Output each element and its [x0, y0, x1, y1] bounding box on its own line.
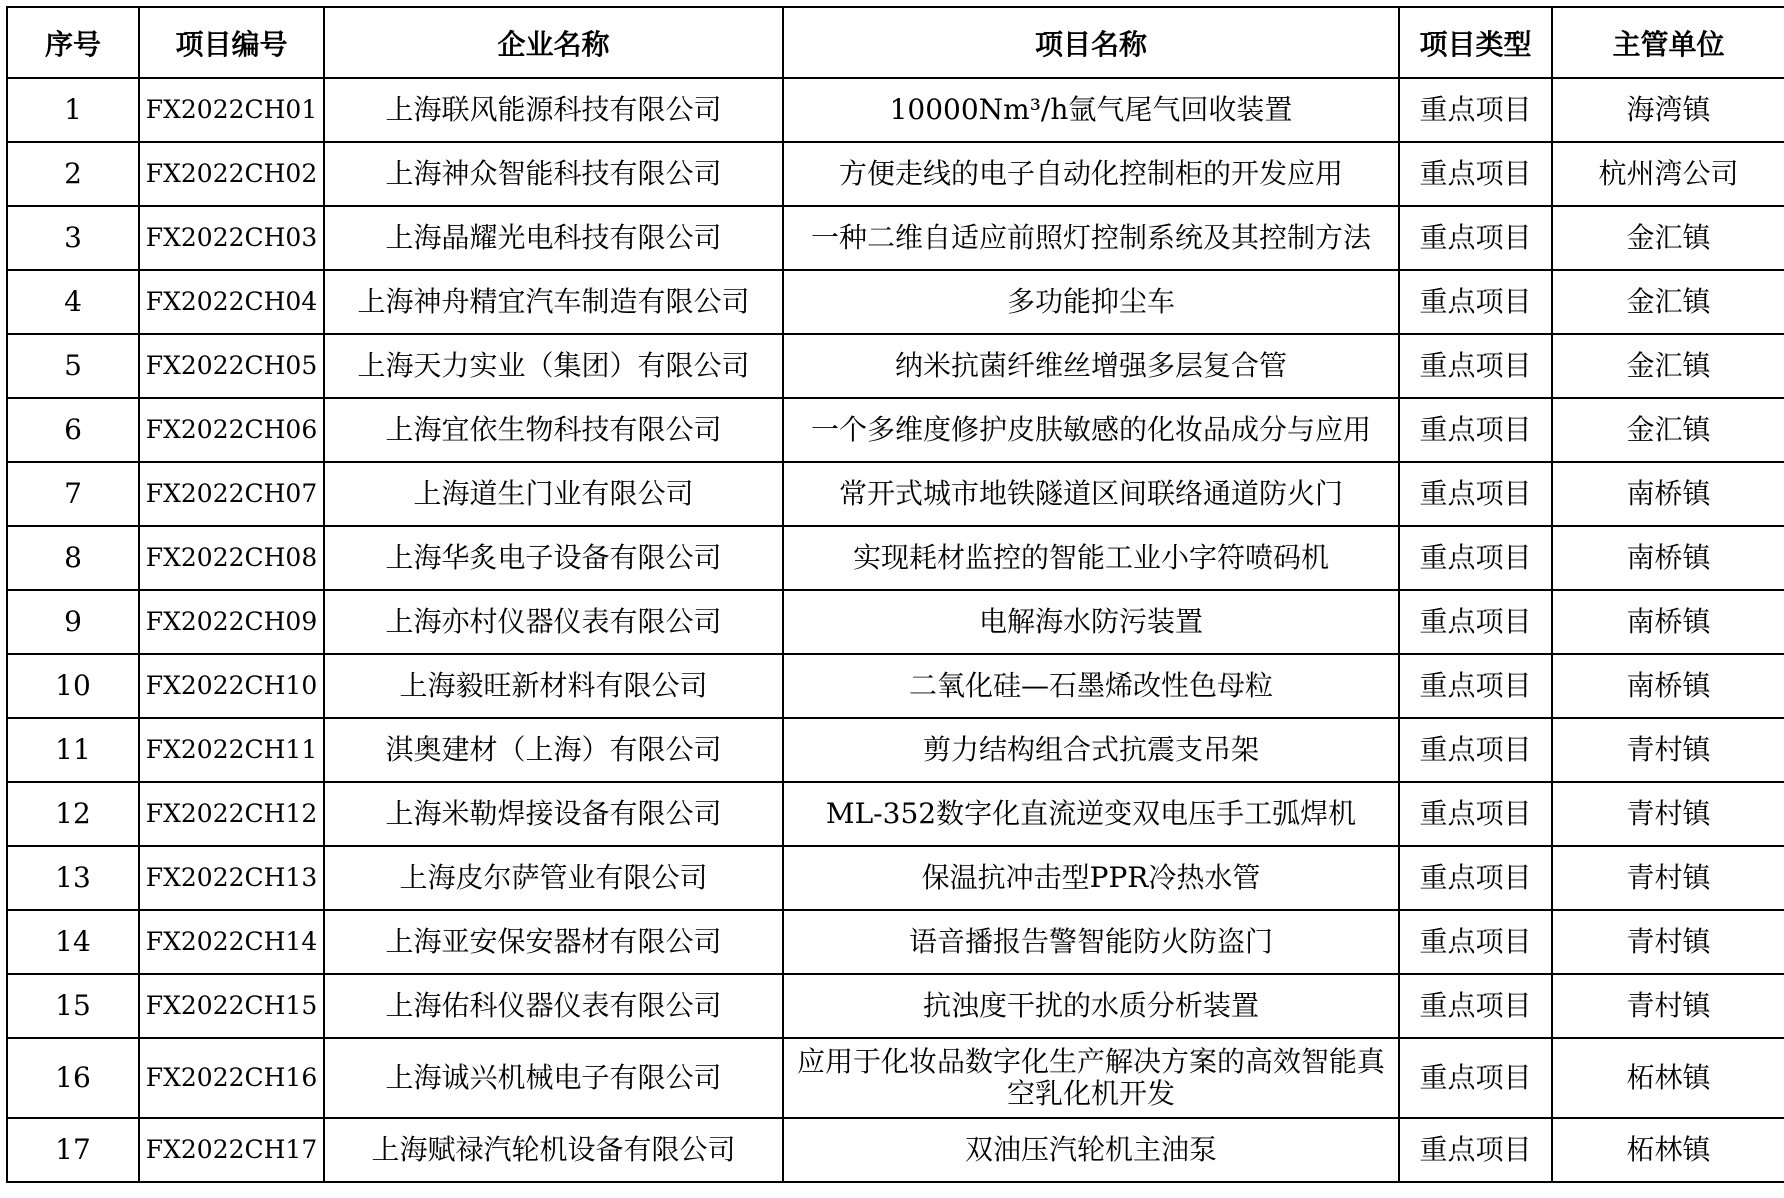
- cell-supervising-unit: 柘林镇: [1552, 1118, 1784, 1182]
- cell-project-code: FX2022CH17: [139, 1118, 324, 1182]
- cell-project-name: 实现耗材监控的智能工业小字符喷码机: [783, 526, 1399, 590]
- table-row: [7, 334, 1784, 398]
- cell-project-code: FX2022CH04: [139, 270, 324, 334]
- cell-project-code: FX2022CH12: [139, 782, 324, 846]
- table-body: [7, 78, 1784, 1182]
- cell-seq: 13: [7, 846, 139, 910]
- cell-company-name: 上海道生门业有限公司: [324, 462, 783, 526]
- table-row: [7, 1038, 1784, 1118]
- table-row: [7, 142, 1784, 206]
- cell-project-type: 重点项目: [1399, 590, 1552, 654]
- cell-project-name: 10000Nm³/h氩气尾气回收装置: [783, 78, 1399, 142]
- cell-project-name: 常开式城市地铁隧道区间联络通道防火门: [783, 462, 1399, 526]
- cell-supervising-unit: 金汇镇: [1552, 270, 1784, 334]
- cell-project-type: 重点项目: [1399, 526, 1552, 590]
- header-project-type: 项目类型: [1399, 7, 1552, 78]
- cell-project-name: ML-352数字化直流逆变双电压手工弧焊机: [783, 782, 1399, 846]
- cell-supervising-unit: 青村镇: [1552, 782, 1784, 846]
- cell-seq: 14: [7, 910, 139, 974]
- cell-project-type: 重点项目: [1399, 846, 1552, 910]
- header-seq: 序号: [7, 7, 139, 78]
- cell-supervising-unit: 杭州湾公司: [1552, 142, 1784, 206]
- header-row: [7, 7, 1784, 78]
- cell-project-type: 重点项目: [1399, 206, 1552, 270]
- table-row: [7, 398, 1784, 462]
- table-row: [7, 78, 1784, 142]
- table-row: [7, 718, 1784, 782]
- cell-project-type: 重点项目: [1399, 1038, 1552, 1118]
- table-row: [7, 270, 1784, 334]
- header-supervising-unit: 主管单位: [1552, 7, 1784, 78]
- cell-project-name: 保温抗冲击型PPR冷热水管: [783, 846, 1399, 910]
- cell-project-type: 重点项目: [1399, 910, 1552, 974]
- cell-project-name: 双油压汽轮机主油泵: [783, 1118, 1399, 1182]
- cell-project-type: 重点项目: [1399, 974, 1552, 1038]
- cell-project-name: 一个多维度修护皮肤敏感的化妆品成分与应用: [783, 398, 1399, 462]
- table-row: [7, 654, 1784, 718]
- cell-project-code: FX2022CH13: [139, 846, 324, 910]
- cell-company-name: 上海佑科仪器仪表有限公司: [324, 974, 783, 1038]
- cell-project-name: 语音播报告警智能防火防盗门: [783, 910, 1399, 974]
- cell-seq: 7: [7, 462, 139, 526]
- cell-project-type: 重点项目: [1399, 142, 1552, 206]
- cell-supervising-unit: 南桥镇: [1552, 526, 1784, 590]
- cell-project-name: 二氧化硅—石墨烯改性色母粒: [783, 654, 1399, 718]
- cell-supervising-unit: 青村镇: [1552, 846, 1784, 910]
- cell-project-code: FX2022CH07: [139, 462, 324, 526]
- cell-project-name: 应用于化妆品数字化生产解决方案的高效智能真空乳化机开发: [783, 1038, 1399, 1118]
- cell-project-name: 多功能抑尘车: [783, 270, 1399, 334]
- table-row: [7, 910, 1784, 974]
- cell-company-name: 上海晶耀光电科技有限公司: [324, 206, 783, 270]
- cell-company-name: 上海诚兴机械电子有限公司: [324, 1038, 783, 1118]
- cell-supervising-unit: 南桥镇: [1552, 462, 1784, 526]
- cell-supervising-unit: 青村镇: [1552, 974, 1784, 1038]
- project-list-table: [6, 6, 1784, 1183]
- cell-project-type: 重点项目: [1399, 718, 1552, 782]
- cell-seq: 3: [7, 206, 139, 270]
- cell-project-type: 重点项目: [1399, 782, 1552, 846]
- header-project-code: 项目编号: [139, 7, 324, 78]
- cell-company-name: 上海宜依生物科技有限公司: [324, 398, 783, 462]
- cell-project-code: FX2022CH11: [139, 718, 324, 782]
- cell-company-name: 淇奥建材（上海）有限公司: [324, 718, 783, 782]
- cell-supervising-unit: 金汇镇: [1552, 334, 1784, 398]
- table-header: [7, 7, 1784, 78]
- cell-project-name: 纳米抗菌纤维丝增强多层复合管: [783, 334, 1399, 398]
- cell-project-name: 抗浊度干扰的水质分析装置: [783, 974, 1399, 1038]
- cell-seq: 9: [7, 590, 139, 654]
- cell-project-code: FX2022CH08: [139, 526, 324, 590]
- cell-project-type: 重点项目: [1399, 462, 1552, 526]
- table-row: [7, 782, 1784, 846]
- header-project-name: 项目名称: [783, 7, 1399, 78]
- cell-company-name: 上海神众智能科技有限公司: [324, 142, 783, 206]
- cell-company-name: 上海神舟精宜汽车制造有限公司: [324, 270, 783, 334]
- cell-project-type: 重点项目: [1399, 1118, 1552, 1182]
- cell-company-name: 上海华炙电子设备有限公司: [324, 526, 783, 590]
- cell-seq: 15: [7, 974, 139, 1038]
- cell-company-name: 上海米勒焊接设备有限公司: [324, 782, 783, 846]
- cell-company-name: 上海亚安保安器材有限公司: [324, 910, 783, 974]
- table-row: [7, 846, 1784, 910]
- cell-project-code: FX2022CH02: [139, 142, 324, 206]
- cell-project-code: FX2022CH01: [139, 78, 324, 142]
- table-row: [7, 1118, 1784, 1182]
- table-row: [7, 974, 1784, 1038]
- cell-company-name: 上海赋禄汽轮机设备有限公司: [324, 1118, 783, 1182]
- cell-seq: 17: [7, 1118, 139, 1182]
- cell-project-code: FX2022CH06: [139, 398, 324, 462]
- cell-supervising-unit: 柘林镇: [1552, 1038, 1784, 1118]
- table-row: [7, 526, 1784, 590]
- cell-project-type: 重点项目: [1399, 398, 1552, 462]
- cell-seq: 4: [7, 270, 139, 334]
- cell-supervising-unit: 海湾镇: [1552, 78, 1784, 142]
- cell-project-code: FX2022CH09: [139, 590, 324, 654]
- cell-supervising-unit: 南桥镇: [1552, 654, 1784, 718]
- table-row: [7, 462, 1784, 526]
- cell-project-name: 电解海水防污装置: [783, 590, 1399, 654]
- cell-project-type: 重点项目: [1399, 334, 1552, 398]
- cell-project-type: 重点项目: [1399, 654, 1552, 718]
- cell-project-code: FX2022CH05: [139, 334, 324, 398]
- cell-project-code: FX2022CH03: [139, 206, 324, 270]
- cell-seq: 16: [7, 1038, 139, 1118]
- cell-seq: 2: [7, 142, 139, 206]
- cell-project-type: 重点项目: [1399, 78, 1552, 142]
- cell-project-name: 一种二维自适应前照灯控制系统及其控制方法: [783, 206, 1399, 270]
- cell-seq: 5: [7, 334, 139, 398]
- cell-seq: 11: [7, 718, 139, 782]
- cell-company-name: 上海天力实业（集团）有限公司: [324, 334, 783, 398]
- cell-supervising-unit: 金汇镇: [1552, 398, 1784, 462]
- cell-company-name: 上海亦村仪器仪表有限公司: [324, 590, 783, 654]
- cell-supervising-unit: 青村镇: [1552, 718, 1784, 782]
- cell-supervising-unit: 金汇镇: [1552, 206, 1784, 270]
- cell-seq: 6: [7, 398, 139, 462]
- cell-seq: 1: [7, 78, 139, 142]
- cell-supervising-unit: 南桥镇: [1552, 590, 1784, 654]
- cell-project-name: 方便走线的电子自动化控制柜的开发应用: [783, 142, 1399, 206]
- cell-project-type: 重点项目: [1399, 270, 1552, 334]
- cell-company-name: 上海皮尔萨管业有限公司: [324, 846, 783, 910]
- cell-supervising-unit: 青村镇: [1552, 910, 1784, 974]
- cell-company-name: 上海毅旺新材料有限公司: [324, 654, 783, 718]
- cell-project-code: FX2022CH15: [139, 974, 324, 1038]
- cell-project-code: FX2022CH10: [139, 654, 324, 718]
- cell-project-code: FX2022CH14: [139, 910, 324, 974]
- cell-project-name: 剪力结构组合式抗震支吊架: [783, 718, 1399, 782]
- cell-seq: 8: [7, 526, 139, 590]
- cell-seq: 12: [7, 782, 139, 846]
- header-company-name: 企业名称: [324, 7, 783, 78]
- cell-company-name: 上海联风能源科技有限公司: [324, 78, 783, 142]
- cell-seq: 10: [7, 654, 139, 718]
- table-row: [7, 206, 1784, 270]
- cell-project-code: FX2022CH16: [139, 1038, 324, 1118]
- table-row: [7, 590, 1784, 654]
